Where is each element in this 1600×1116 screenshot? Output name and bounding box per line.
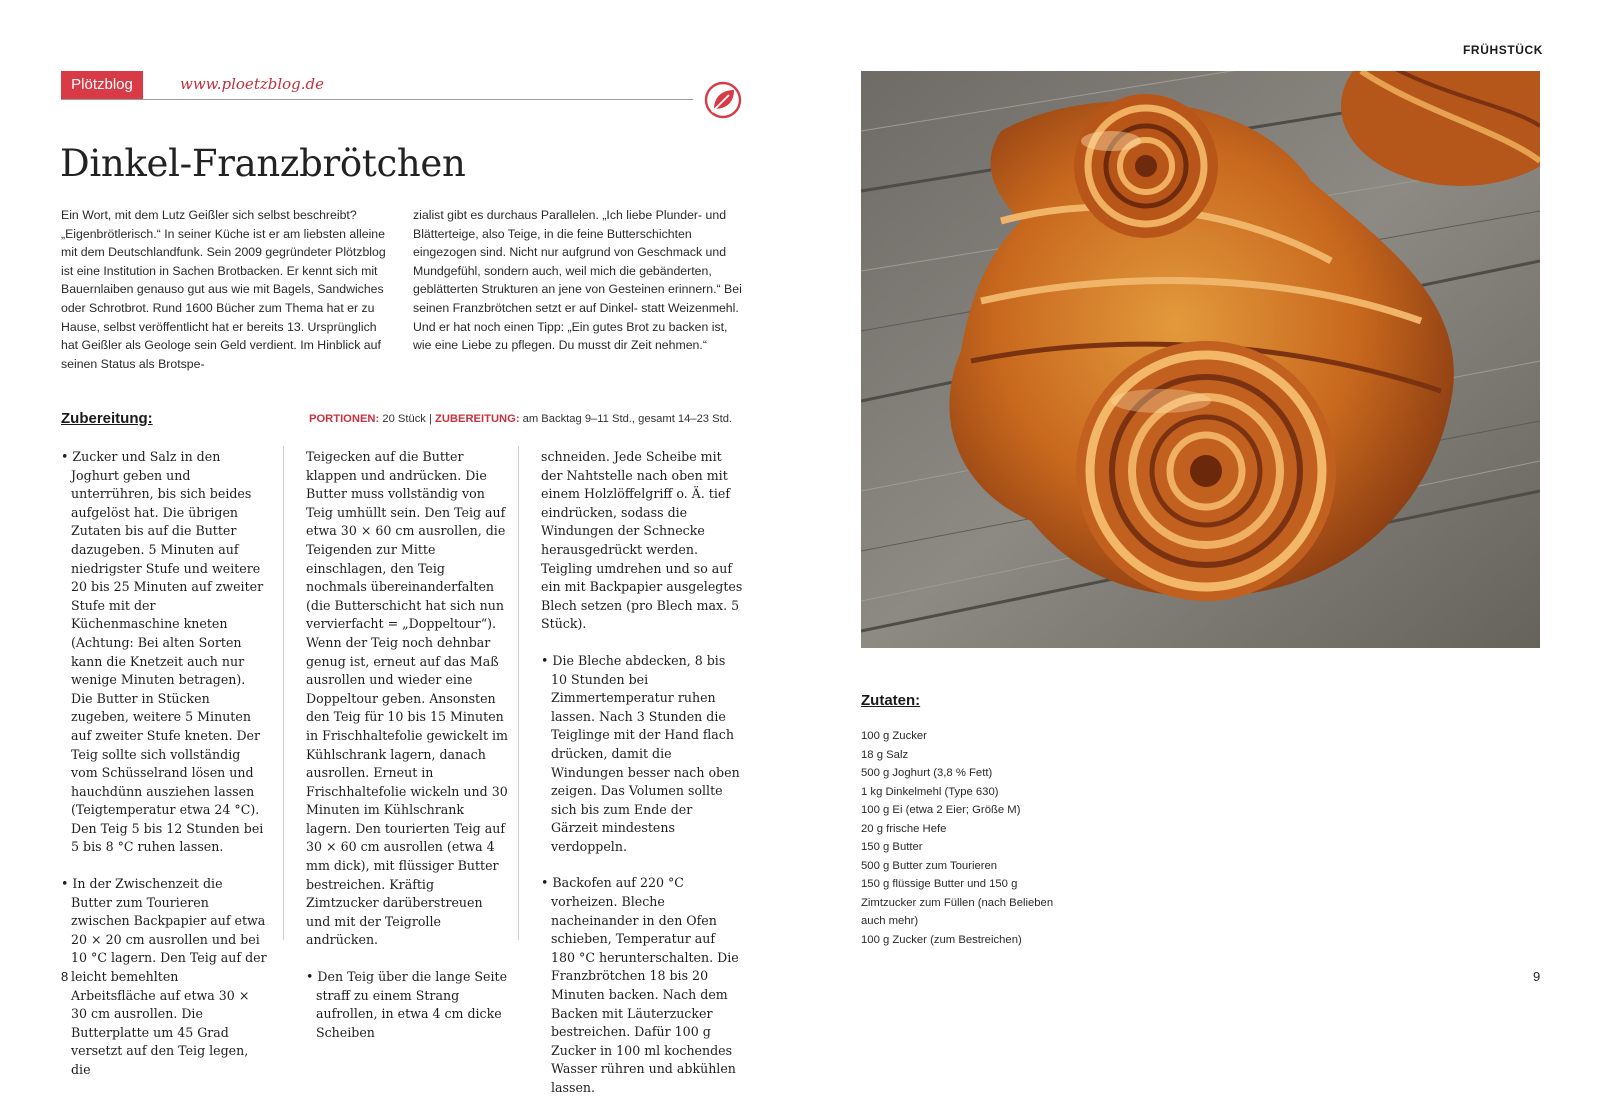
meta-separator: | (425, 413, 436, 425)
ingredients-list (861, 727, 1071, 949)
steps-column-3 (541, 448, 743, 1116)
header-rule (61, 99, 693, 100)
ingredients-heading: Zutaten: (861, 692, 921, 709)
blog-tag: Plötzblog (61, 71, 143, 99)
page-number-left: 8 (61, 969, 69, 984)
ingredient-item: 18 g Salz (861, 748, 909, 761)
leaf-icon (702, 79, 744, 121)
page-number-right: 9 (1533, 969, 1541, 984)
step-paragraph: Teigecken auf die Butter klappen und andrücken. Die Butter muss vollständig von Teig umhüllt sein. Den Teig auf etwa 30 × 60 cm ausrollen, die Teigenden zur Mitte einschlagen, den Teig nochmals übereinanderfalten (die Butterschicht hat sich nun vervierfacht = „Doppeltour“). Wenn der Teig noch dehnbar genug ist, erneut auf das Maß ausrollen und wieder eine Doppeltour geben. Ansonsten den Teig für 10 bis 15 Minuten in Frischhaltefolie gewickelt im Kühlschrank lagern, danach ausrollen. Erneut in Frischhaltefolie wickeln und 30 Minuten im Kühlschrank lagern. Den tourierten Teig auf 30 × 60 cm ausrollen (etwa 4 mm dick), mit flüssiger Butter bestreichen. Kräftig Zimtzucker darüberstreuen und mit der Teigrolle andrücken. (306, 449, 508, 948)
recipe-meta (309, 413, 732, 425)
ingredient-item: 100 g Zucker (861, 730, 927, 742)
ingredient-item: 100 g Ei (etwa 2 Eier; Größe M) (861, 804, 1021, 816)
portions-label: PORTIONEN: (309, 413, 380, 425)
pastry-photo (861, 71, 1540, 648)
step-paragraph: • Die Bleche abdecken, 8 bis 10 Stunden bei Zimmertemperatur ruhen lassen. Nach 3 Stunden die Teiglinge mit der Hand flach drücken, damit die Windungen besser nach oben zeigen. Das Volumen sollte sich bis zum Ende der Gärzeit mindestens verdoppeln. (541, 652, 740, 854)
section-label: FRÜHSTÜCK (1463, 43, 1544, 57)
column-divider (518, 446, 519, 940)
intro-text-right: zialist gibt es durchaus Parallelen. „Ich liebe Plunder- und Blätterteige, also Teige, in die feine Butterschichten eingezogen sind. Nicht nur aufgrund von Geschmack und Mundgefühl, sondern auch, weil mich die gebänderten, geblätterten Strukturen an jene von Gesteinen erinnern.“ Bei seinen Franzbrötchen setzt er auf Dinkel- statt Weizenmehl. Und er hat noch einen Tipp: „Ein gutes Brot zu backen ist, wie eine Liebe zu pflegen. Du musst dir Zeit nehmen.“ (413, 208, 742, 353)
ingredient-item: 1 kg Dinkelmehl (Type 630) (861, 785, 999, 798)
intro-text-left: Ein Wort, mit dem Lutz Geißler sich selbst beschreibt? „Eigenbrötlerisch.“ In seiner Küche ist er am liebsten alleine mit dem Deutschlandfunk. Sein 2009 gegründeter Plötzblog ist eine Institution in Sachen Brotbacken. Er kennt sich mit Bauernlaiben genauso gut aus wie mit Bagels, Sandwiches oder Schrotbrot. Rund 1600 Bücher zum Thema hat er zu Hause, selbst veröffentlicht hat er bereits 13. Ursprünglich hat Geißler als Geologe sein Geld verdient. Im Hinblick auf seinen Status als Brotspe- (61, 208, 386, 371)
blog-url[interactable]: www.ploetzblog.de (180, 75, 325, 93)
column-divider (283, 446, 284, 940)
ingredient-item: 100 g Zucker (zum Bestreichen) (861, 933, 1022, 946)
prep-time-label: ZUBEREITUNG: (435, 413, 520, 425)
step-paragraph: schneiden. Jede Scheibe mit der Nahtstelle nach oben mit einem Holzlöffelgriff o. Ä. tief eindrücken, sodass die Windungen der Schnecke herausgedrückt werden. Teigling umdrehen und so auf ein mit Backpapier ausgelegtes Blech setzen (pro Blech max. 5 Stück). (541, 449, 743, 632)
step-paragraph: • Zucker und Salz in den Joghurt geben und unterrühren, bis sich beides aufgelöst hat. Die übrigen Zutaten bis auf die Butter dazugeben. 5 Minuten auf niedrigster Stufe und weitere 20 bis 25 Minuten auf zweiter Stufe mit der Küchenmaschine kneten (Achtung: Bei alten Sorten kann die Knetzeit auch nur wenige Minuten betragen). Die Butter in Stücken zugeben, weitere 5 Minuten auf zweiter Stufe kneten. Der Teig sollte sich vollständig vom Schüsselrand lösen und hauchdünn ausziehen lassen (Teigtemperatur etwa 24 °C). Den Teig 5 bis 12 Stunden bei 5 bis 8 °C ruhen lassen. (61, 449, 264, 855)
preparation-heading: Zubereitung: (61, 410, 153, 427)
step-paragraph: • In der Zwischenzeit die Butter zum Tourieren zwischen Backpapier auf etwa 20 × 20 cm ausrollen und bei 10 °C lagern. Den Teig auf der leicht bemehlten Arbeitsfläche auf etwa 30 × 30 cm ausrollen. Die Butterplatte um 45 Grad versetzt auf den Teig legen, die (61, 876, 267, 1077)
ingredient-item: 20 g frische Hefe (861, 822, 947, 835)
prep-time-value: am Backtag 9–11 Std., gesamt 14–23 Std. (522, 413, 733, 425)
ingredient-item: 150 g Butter (861, 841, 923, 853)
steps-column-1 (61, 448, 267, 1098)
ingredient-item: 500 g Butter zum Tourieren (861, 859, 998, 872)
steps-column-2 (306, 448, 508, 1060)
page-title: Dinkel-Franzbrötchen (60, 142, 466, 185)
step-paragraph: • Backofen auf 220 °C vorheizen. Bleche nacheinander in den Ofen schieben, Temperatur auf 180 °C herunterschalten. Die Franzbrötchen 18 bis 20 Minuten backen. Nach dem Backen mit Läuterzucker bestreichen. Dafür 100 g Zucker in 100 ml kochendes Wasser rühren und abkühlen lassen. (541, 875, 739, 1095)
step-paragraph: • Den Teig über die lange Seite straff zu einem Strang aufrollen, in etwa 4 cm dicke Scheiben (306, 969, 508, 1040)
ingredient-item: 150 g flüssige Butter und 150 g Zimtzucker zum Füllen (nach Belieben auch mehr) (861, 878, 1054, 927)
portions-value: 20 Stück (382, 413, 426, 425)
ingredient-item: 500 g Joghurt (3,8 % Fett) (861, 767, 993, 779)
